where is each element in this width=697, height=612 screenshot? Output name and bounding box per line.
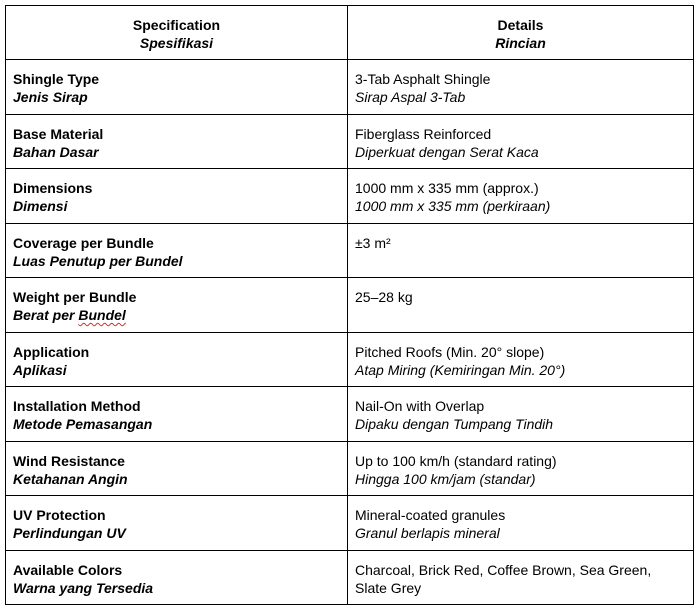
spec-label-id: [13, 306, 340, 324]
spec-value-en: Charcoal, Brick Red, Coffee Brown, Sea Green, Slate Grey: [355, 561, 652, 596]
spec-value-en: 1000 mm x 335 mm (approx.): [355, 180, 539, 196]
spellcheck-flagged-word: Bundel: [78, 307, 126, 323]
spec-label-cell: [6, 278, 348, 333]
table-row: [6, 550, 694, 605]
spec-value-en: Up to 100 km/h (standard rating): [355, 452, 557, 469]
spec-label-id: Luas Penutup per Bundel: [13, 252, 183, 269]
spec-label-en: Wind Resistance: [13, 452, 125, 469]
table-row: [6, 169, 694, 224]
spec-label-id: Aplikasi: [13, 361, 67, 378]
spec-label-en: UV Protection: [13, 507, 106, 523]
spec-value-en: Fiberglass Reinforced: [355, 125, 492, 142]
table-row: [6, 60, 694, 115]
spec-label-id-prefix: Berat per: [13, 307, 79, 323]
spec-value-id: Diperkuat dengan Serat Kaca: [355, 143, 539, 160]
header-details-en: Details: [497, 17, 544, 33]
spec-label-en: Coverage per Bundle: [13, 234, 154, 251]
spec-label-en: Application: [13, 343, 90, 360]
spec-value-id: Sirap Aspal 3-Tab: [355, 89, 466, 105]
spec-value-cell: [348, 332, 694, 387]
spec-label-id: Warna yang Tersedia: [13, 579, 154, 596]
spec-value-en: 25–28 kg: [355, 289, 413, 305]
table-row: [6, 441, 694, 496]
spec-label-id: Perlindungan UV: [13, 525, 126, 541]
spec-label-en: Available Colors: [13, 561, 123, 578]
spec-value-id: 1000 mm x 335 mm (perkiraan): [355, 198, 551, 214]
header-specification: [6, 6, 348, 60]
header-specification-id: Spesifikasi: [139, 35, 214, 51]
spec-value-id: Dipaku dengan Tumpang Tindih: [355, 416, 554, 432]
specification-table: [5, 5, 694, 605]
spec-label-id: Bahan Dasar: [13, 143, 99, 160]
spec-label-id: Metode Pemasangan: [13, 416, 153, 432]
spec-label-en: Shingle Type: [13, 71, 100, 87]
header-specification-en: Specification: [132, 17, 221, 33]
spec-label-cell: [6, 60, 348, 115]
spec-value-en: ±3 m²: [355, 234, 391, 251]
table-row: [6, 387, 694, 442]
spec-value-cell: [348, 278, 694, 333]
spec-label-en: Installation Method: [13, 398, 141, 414]
spec-label-cell: [6, 114, 348, 169]
spec-value-cell: [348, 441, 694, 496]
spec-value-cell: [348, 387, 694, 442]
spec-label-id: Ketahanan Angin: [13, 470, 128, 487]
spec-label-cell: [6, 223, 348, 278]
table-row: [6, 278, 694, 333]
spec-value-id: Atap Miring (Kemiringan Min. 20°): [355, 361, 566, 378]
spec-value-cell: [348, 60, 694, 115]
spec-value-en: Mineral-coated granules: [355, 507, 506, 523]
spec-value-cell: [348, 550, 694, 605]
spec-label-en: Weight per Bundle: [13, 289, 137, 305]
table-row: [6, 223, 694, 278]
spec-value-cell: [348, 169, 694, 224]
header-row: [6, 6, 694, 60]
spec-value-id: Granul berlapis mineral: [355, 525, 500, 541]
spec-value-en: Pitched Roofs (Min. 20° slope): [355, 343, 545, 360]
spec-label-cell: [6, 550, 348, 605]
spec-value-en: Nail-On with Overlap: [355, 398, 485, 414]
table-row: [6, 496, 694, 551]
spec-value-en: 3-Tab Asphalt Shingle: [355, 71, 491, 87]
spec-label-cell: [6, 496, 348, 551]
spec-label-en: Base Material: [13, 125, 104, 142]
spec-label-id: Jenis Sirap: [13, 89, 88, 105]
spec-label-cell: [6, 332, 348, 387]
spec-value-cell: [348, 114, 694, 169]
spec-value-cell: [348, 223, 694, 278]
table-row: [6, 114, 694, 169]
spec-value-cell: [348, 496, 694, 551]
spec-label-en: Dimensions: [13, 180, 93, 196]
table-row: [6, 332, 694, 387]
spec-label-cell: [6, 441, 348, 496]
spec-label-cell: [6, 387, 348, 442]
header-details: [348, 6, 694, 60]
header-details-id: Rincian: [495, 35, 546, 51]
spec-label-cell: [6, 169, 348, 224]
spec-label-id: Dimensi: [13, 198, 68, 214]
spec-value-id: Hingga 100 km/jam (standar): [355, 470, 536, 487]
